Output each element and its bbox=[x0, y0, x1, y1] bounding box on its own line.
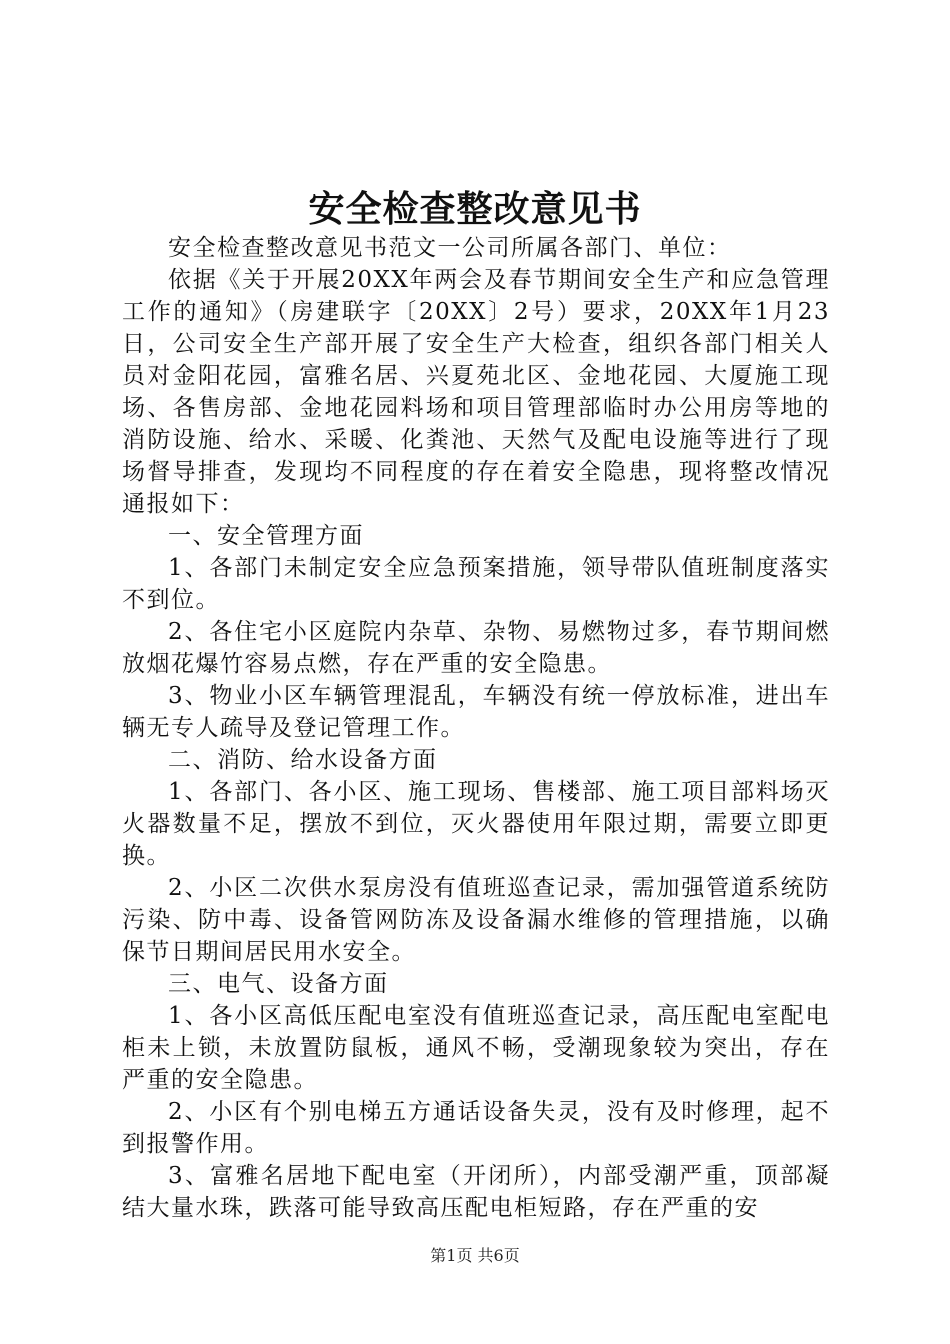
document-title: 安全检查整改意见书 bbox=[308, 188, 642, 230]
section-heading: 一、安全管理方面 bbox=[168, 523, 364, 549]
paragraph: 2、各住宅小区庭院内杂草、杂物、易燃物过多，春节期间燃放烟花爆竹容易点燃，存在严重的安全隐患。 bbox=[122, 619, 830, 677]
section-heading: 二、消防、给水设备方面 bbox=[168, 747, 438, 773]
document-body bbox=[122, 232, 830, 1224]
paragraph: 依据《关于开展20XX年两会及春节期间安全生产和应急管理工作的通知》（房建联字〔20XX〕2号）要求，20XX年1月23日，公司安全生产部开展了安全生产大检查，组织各部门相关人员对金阳花园，富雅名居、兴夏苑北区、金地花园、大厦施工现场、各售房部、金地花园料场和项目管理部临时办公用房等地的消防设施、给水、采暖、化粪池、天然气及配电设施等进行了现场督导排查，发现均不同程度的存在着安全隐患，现将整改情况通报如下： bbox=[122, 267, 830, 517]
paragraph: 安全检查整改意见书范文一公司所属各部门、单位： bbox=[168, 235, 732, 261]
paragraph: 1、各部门未制定安全应急预案措施，领导带队值班制度落实不到位。 bbox=[122, 555, 830, 613]
page-number: 第1页 共6页 bbox=[430, 1246, 520, 1265]
paragraph: 3、富雅名居地下配电室（开闭所），内部受潮严重，顶部凝结大量水珠，跌落可能导致高压配电柜短路，存在严重的安 bbox=[122, 1163, 830, 1221]
section-heading: 三、电气、设备方面 bbox=[168, 971, 389, 997]
paragraph: 2、小区有个别电梯五方通话设备失灵，没有及时修理，起不到报警作用。 bbox=[122, 1099, 830, 1157]
paragraph: 2、小区二次供水泵房没有值班巡查记录，需加强管道系统防污染、防中毒、设备管网防冻及设备漏水维修的管理措施，以确保节日期间居民用水安全。 bbox=[122, 875, 830, 965]
paragraph: 1、各小区高低压配电室没有值班巡查记录，高压配电室配电柜未上锁，未放置防鼠板，通风不畅，受潮现象较为突出，存在严重的安全隐患。 bbox=[122, 1003, 830, 1093]
paragraph: 1、各部门、各小区、施工现场、售楼部、施工项目部料场灭火器数量不足，摆放不到位，灭火器使用年限过期，需要立即更换。 bbox=[122, 779, 830, 869]
paragraph: 3、物业小区车辆管理混乱，车辆没有统一停放标准，进出车辆无专人疏导及登记管理工作。 bbox=[122, 683, 830, 741]
